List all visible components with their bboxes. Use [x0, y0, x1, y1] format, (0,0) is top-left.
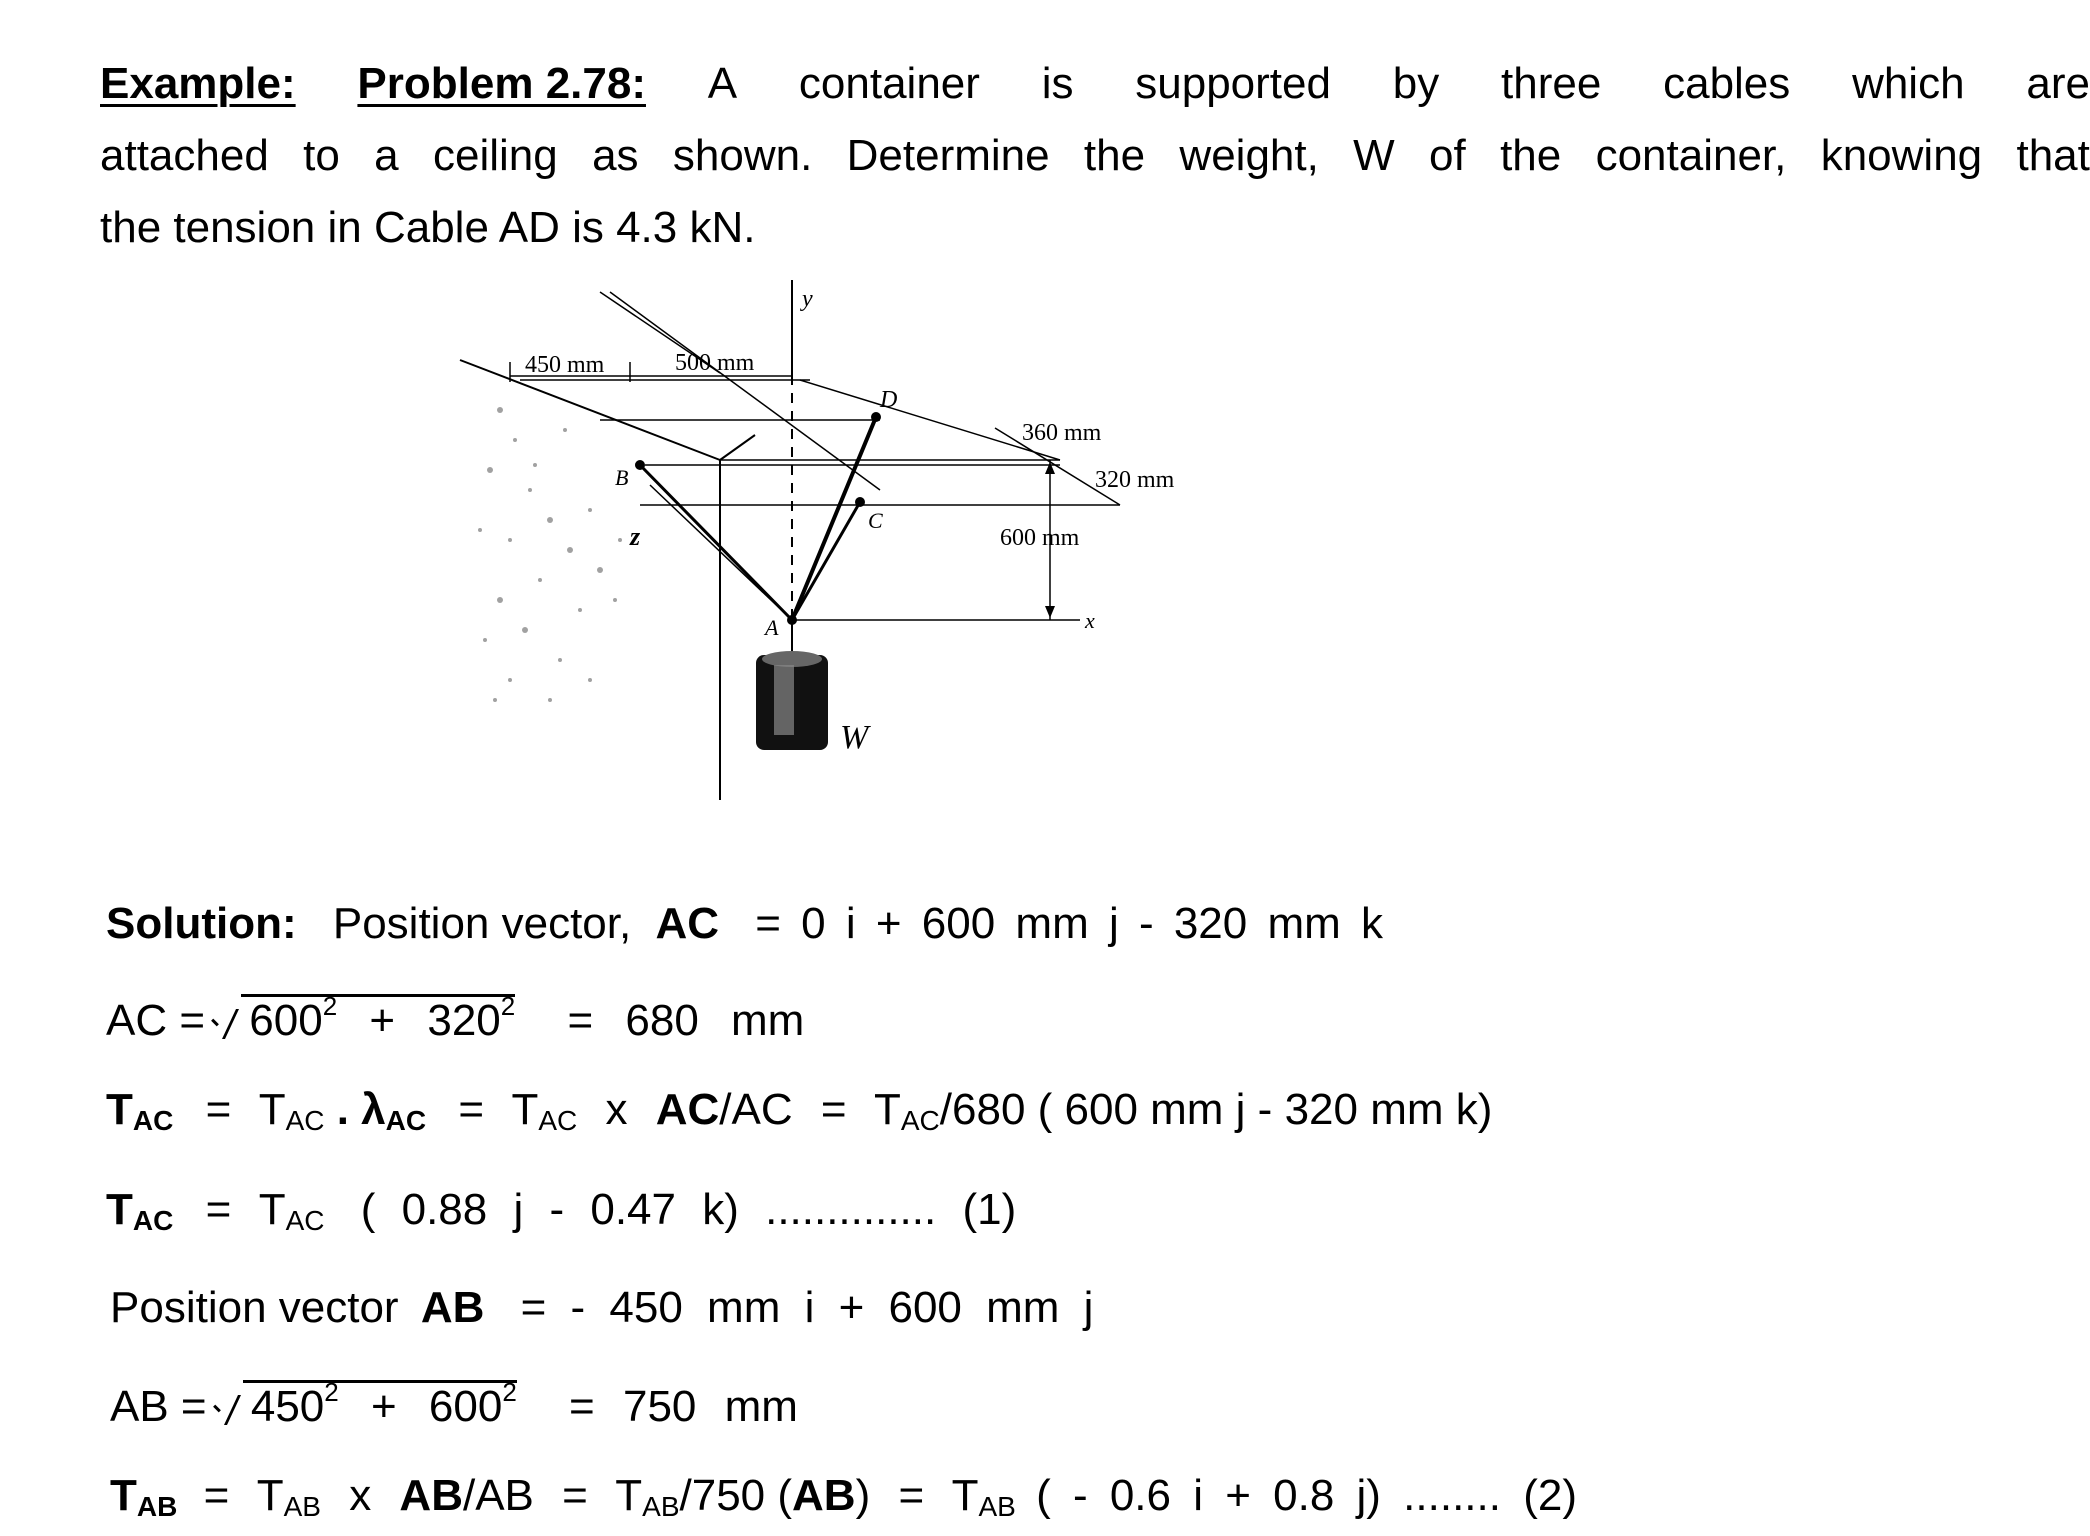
line2-word: the — [1500, 131, 1562, 180]
l3-vec: AC — [655, 1085, 720, 1134]
l2-sup-a: 2 — [322, 991, 338, 1021]
line2-word: shown. — [672, 131, 813, 180]
l2-rad-a: 600 — [249, 996, 323, 1045]
solution-line-4 — [106, 1185, 1017, 1236]
l7-sub: AB — [136, 1491, 178, 1522]
line2-word: that — [2016, 131, 2090, 180]
l7-sub: AB — [978, 1491, 1016, 1522]
point-c-label: C — [868, 508, 883, 533]
l6-lhs: AB = — [110, 1382, 207, 1431]
point-a-label: A — [765, 615, 779, 640]
line1-word: cables — [1663, 59, 1791, 108]
l3-part1: = T — [205, 1085, 286, 1134]
l4-sub: AC — [285, 1205, 325, 1236]
dim-360-label: 360 mm — [1022, 420, 1102, 446]
l4-t: T — [106, 1185, 133, 1234]
sqrt-ac — [241, 991, 516, 1045]
problem-line-3: the tension in Cable AD is 4.3 kN. — [100, 203, 756, 252]
l6-rad-b: 600 — [428, 1382, 503, 1431]
l2-lhs: AC = — [106, 996, 206, 1045]
line2-word: the — [1083, 131, 1146, 180]
line1-word: three — [1501, 59, 1602, 108]
l3-t: T — [106, 1085, 133, 1134]
l2-rhs: = 680 mm — [567, 996, 805, 1045]
l4-rest: = T — [205, 1185, 286, 1234]
l3-sub: AC — [900, 1105, 940, 1136]
axis-z-label: z — [630, 522, 641, 551]
solution-line-5 — [110, 1283, 1094, 1332]
dim-450-label: 450 mm — [525, 352, 605, 378]
l7-part4: /750 ( — [679, 1471, 793, 1520]
dim-600-label: 600 mm — [1000, 525, 1080, 551]
sqrt-ab — [243, 1377, 517, 1431]
solution-line-7 — [110, 1471, 1577, 1522]
dim-500-label: 500 mm — [675, 350, 755, 376]
line2-word: weight, — [1179, 131, 1319, 180]
l1-text: Position vector, — [332, 899, 632, 948]
l2-rad-b: 320 — [427, 996, 501, 1045]
solution-line-6 — [110, 1377, 798, 1431]
l3-sub: AC — [285, 1105, 325, 1136]
example-label: Example: — [100, 59, 296, 108]
l6-rad-plus: + — [370, 1382, 397, 1431]
line1-word: supported — [1135, 59, 1331, 108]
l5-vec: AB — [420, 1283, 485, 1332]
solution-label: Solution: — [106, 899, 297, 948]
l6-sup-a: 2 — [324, 1377, 339, 1407]
line1-word: container — [798, 59, 980, 108]
problem-label: Problem 2.78: — [357, 59, 646, 108]
l3-sub: AC — [385, 1105, 427, 1136]
line1-word: is — [1041, 59, 1074, 108]
point-d-label: D — [880, 387, 898, 413]
l3-sub: AC — [132, 1105, 174, 1136]
problem-line-2 — [100, 131, 2090, 180]
l1-vec: AC — [655, 899, 720, 948]
l2-sup-b: 2 — [500, 991, 516, 1021]
line2-word: to — [303, 131, 340, 180]
line2-word: container, — [1595, 131, 1787, 180]
line1-word: are — [2026, 59, 2090, 108]
cable-figure — [440, 280, 1240, 820]
line2-word: of — [1429, 131, 1466, 180]
l7-t: T — [110, 1471, 137, 1520]
l7-sub: AB — [283, 1491, 321, 1522]
l3-part5: /AC = T — [719, 1085, 901, 1134]
l3-sub: AC — [538, 1105, 578, 1136]
line1-word: by — [1392, 59, 1440, 108]
line2-word: knowing — [1820, 131, 1983, 180]
l7-sub: AB — [642, 1491, 680, 1522]
l3-part6: /680 ( 600 mm j - 320 mm k) — [939, 1085, 1493, 1134]
l6-rhs: = 750 mm — [569, 1382, 798, 1431]
l7-part2: x — [349, 1471, 372, 1520]
l4-sub: AC — [132, 1205, 174, 1236]
l1-eq: = 0 i + 600 mm j - 320 mm k — [755, 899, 1383, 948]
l5-text: Position vector — [110, 1283, 399, 1332]
solution-line-1 — [106, 899, 1383, 948]
l7-part1: = T — [203, 1471, 284, 1520]
l7-part5: ) = T — [855, 1471, 979, 1520]
line1-word: which — [1852, 59, 1965, 108]
problem-line-1 — [100, 59, 2090, 108]
weight-w-label: W — [840, 719, 869, 756]
line2-word: Determine — [846, 131, 1050, 180]
line2-word: ceiling — [432, 131, 558, 180]
l7-part6: ( - 0.6 i + 0.8 j) ........ (2) — [1036, 1471, 1577, 1520]
dim-320-label: 320 mm — [1095, 467, 1175, 493]
l4-eq: ( 0.88 j - 0.47 k) .............. (1) — [360, 1185, 1017, 1234]
line2-word: W — [1353, 131, 1395, 180]
line1-word: A — [707, 59, 738, 108]
l3-part2: . λ — [336, 1085, 386, 1134]
l3-part3: = T — [458, 1085, 539, 1134]
l6-rad-a: 450 — [250, 1382, 325, 1431]
solution-line-3 — [106, 1085, 1493, 1136]
l7-vec: AB — [792, 1471, 856, 1520]
point-b-label: B — [615, 465, 629, 490]
solution-line-2 — [106, 991, 805, 1045]
axis-x-label: x — [1085, 608, 1095, 633]
wall-texture — [478, 407, 622, 702]
l5-eq: = - 450 mm i + 600 mm j — [520, 1283, 1094, 1332]
axis-y-label: y — [802, 286, 813, 312]
l3-part4: x — [605, 1085, 628, 1134]
l2-rad-plus: + — [369, 996, 396, 1045]
line2-word: attached — [100, 131, 269, 180]
line2-word: a — [374, 131, 399, 180]
l7-part3: /AB = T — [462, 1471, 643, 1520]
l7-vec: AB — [399, 1471, 463, 1520]
l6-sup-b: 2 — [502, 1377, 517, 1407]
line2-word: as — [592, 131, 639, 180]
